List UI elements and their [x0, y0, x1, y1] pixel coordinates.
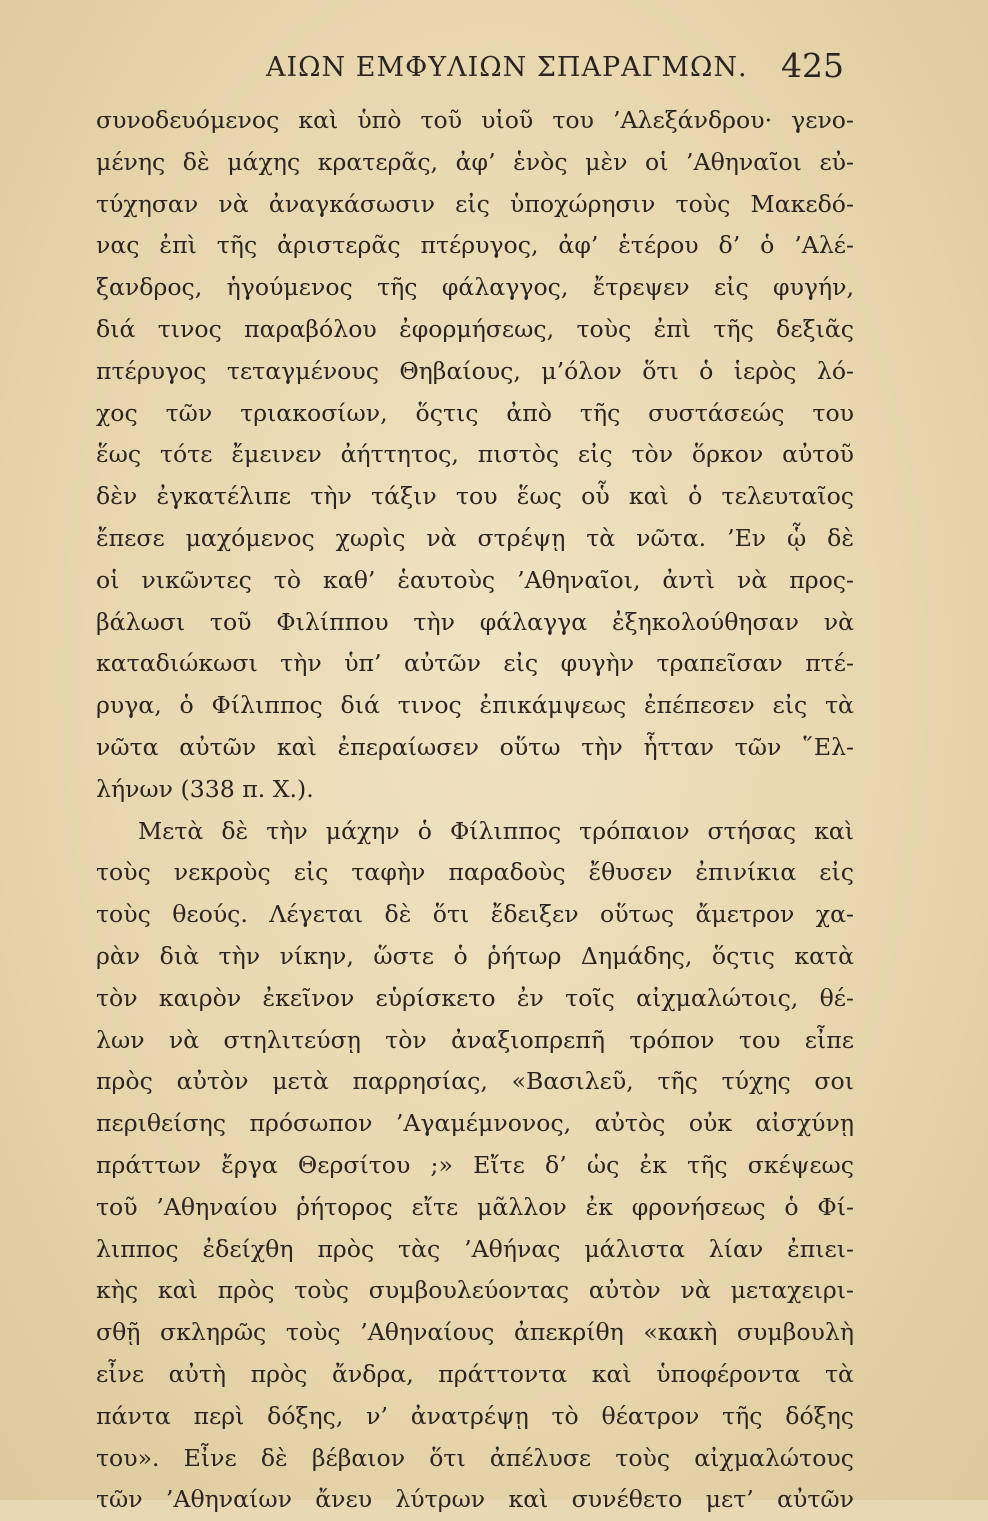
text-line: εἶνε αὐτὴ πρὸς ἄνδρα, πράττοντα καὶ ὑποφέροντα τὰ	[96, 1359, 854, 1388]
text-line: του». Εἶνε δὲ βέβαιον ὅτι ἀπέλυσε τοὺς αἰχμαλώτους	[96, 1443, 854, 1472]
text-line: πάντα περὶ δόξης, ν’ ἀνατρέψῃ τὸ θέατρον τῆς δόξης	[96, 1401, 854, 1430]
text-line: σθῇ σκληρῶς τοὺς ’Αθηναίους ἀπεκρίθη «κακὴ συμβουλὴ	[96, 1318, 854, 1347]
text-line: ἕως τότε ἔμεινεν ἀήττητος, πιστὸς εἰς τὸν ὅρκον αὐτοῦ	[96, 440, 854, 469]
text-line: τῶν ’Αθηναίων ἄνευ λύτρων καὶ συνέθετο μετ’ αὐτῶν	[96, 1485, 854, 1514]
running-title: ΑΙΩΝ ΕΜΦΥΛΙΩΝ ΣΠΑΡΑΓΜΩΝ.	[266, 52, 748, 83]
text-line: τύχησαν νὰ ἀναγκάσωσιν εἰς ὑποχώρησιν τοὺς Μακεδό-	[96, 189, 854, 218]
text-line: τοὺς θεούς. Λέγεται δὲ ὅτι ἔδειξεν οὕτως ἄμετρον χα-	[96, 900, 854, 929]
text-line: οἱ νικῶντες τὸ καθ’ ἑαυτοὺς ’Αθηναῖοι, ἀντὶ νὰ προς-	[96, 565, 854, 594]
text-line: διά τινος παραβόλου ἐφορμήσεως, τοὺς ἐπὶ τῆς δεξιᾶς	[96, 314, 854, 343]
text-line: χος τῶν τριακοσίων, ὅςτις ἀπὸ τῆς συστάσεώς του	[96, 398, 854, 427]
text-line: λων νὰ στηλιτεύσῃ τὸν ἀναξιοπρεπῆ τρόπον του εἶπε	[96, 1025, 854, 1054]
body-text	[96, 100, 854, 1521]
text-line: πρὸς αὐτὸν μετὰ παρρησίας, «Βασιλεῦ, τῆς τύχης σοι	[96, 1067, 854, 1096]
text-line: ρὰν διὰ τὴν νίκην, ὥστε ὁ ῥήτωρ Δημάδης, ὅςτις κατὰ	[96, 941, 854, 970]
text-line: πτέρυγος τεταγμένους Θηβαίους, μ’όλον ὅτι ὁ ἱερὸς λό-	[96, 356, 854, 385]
text-line: τοῦ ’Αθηναίου ῥήτορος εἴτε μᾶλλον ἐκ φρονήσεως ὁ Φί-	[96, 1192, 854, 1221]
text-line: τὸν καιρὸν ἐκεῖνον εὑρίσκετο ἐν τοῖς αἰχμαλώτοις, θέ-	[96, 983, 854, 1012]
text-line: κὴς καὶ πρὸς τοὺς συμβουλεύοντας αὐτὸν νὰ μεταχειρι-	[96, 1276, 854, 1305]
text-line: νῶτα αὐτῶν καὶ ἐπεραίωσεν οὕτω τὴν ἧτταν τῶν ῞Ελ-	[96, 732, 854, 761]
text-line: πράττων ἔργα Θερσίτου ;» Εἴτε δ’ ὡς ἐκ τῆς σκέψεως	[96, 1150, 854, 1179]
text-line: λήνων (338 π. Χ.).	[96, 774, 314, 803]
page-number: 425	[781, 46, 844, 85]
paragraph-start: Μετὰ δὲ τὴν μάχην ὁ Φίλιππος τρόπαιον στήσας καὶ	[138, 816, 854, 845]
text-line: συνοδευόμενος καὶ ὑπὸ τοῦ υἱοῦ του ’Αλεξάνδρου· γενο-	[96, 106, 854, 134]
text-line: λιππος ἐδείχθη πρὸς τὰς ’Αθήνας μάλιστα λίαν ἐπιει-	[96, 1234, 854, 1263]
text-line: δὲν ἐγκατέλιπε τὴν τάξιν του ἕως οὗ καὶ ὁ τελευταῖος	[96, 482, 854, 511]
text-line: ἔπεσε μαχόμενος χωρὶς νὰ στρέψῃ τὰ νῶτα. ’Εν ᾧ δὲ	[96, 523, 854, 552]
text-line: ξανδρος, ἡγούμενος τῆς φάλαγγος, ἔτρεψεν εἰς φυγήν,	[96, 273, 854, 302]
page-header	[96, 42, 856, 92]
text-line: μένης δὲ μάχης κρατερᾶς, ἀφ’ ἑνὸς μὲν οἱ ’Αθηναῖοι εὐ-	[96, 147, 854, 176]
text-line: τοὺς νεκροὺς εἰς ταφὴν παραδοὺς ἔθυσεν ἐπινίκια εἰς	[96, 858, 854, 887]
text-line: βάλωσι τοῦ Φιλίππου τὴν φάλαγγα ἐξηκολούθησαν νὰ	[96, 607, 854, 636]
text-line: νας ἐπὶ τῆς ἀριστερᾶς πτέρυγος, ἀφ’ ἑτέρου δ’ ὁ ’Αλέ-	[96, 231, 854, 260]
text-line: καταδιώκωσι τὴν ὑπ’ αὐτῶν εἰς φυγὴν τραπεῖσαν πτέ-	[96, 649, 854, 678]
text-line: ρυγα, ὁ Φίλιππος διά τινος ἐπικάμψεως ἐπέπεσεν εἰς τὰ	[96, 691, 854, 720]
text-line: περιθείσης πρόσωπον ’Αγαμέμνονος, αὐτὸς οὐκ αἰσχύνῃ	[96, 1109, 854, 1138]
